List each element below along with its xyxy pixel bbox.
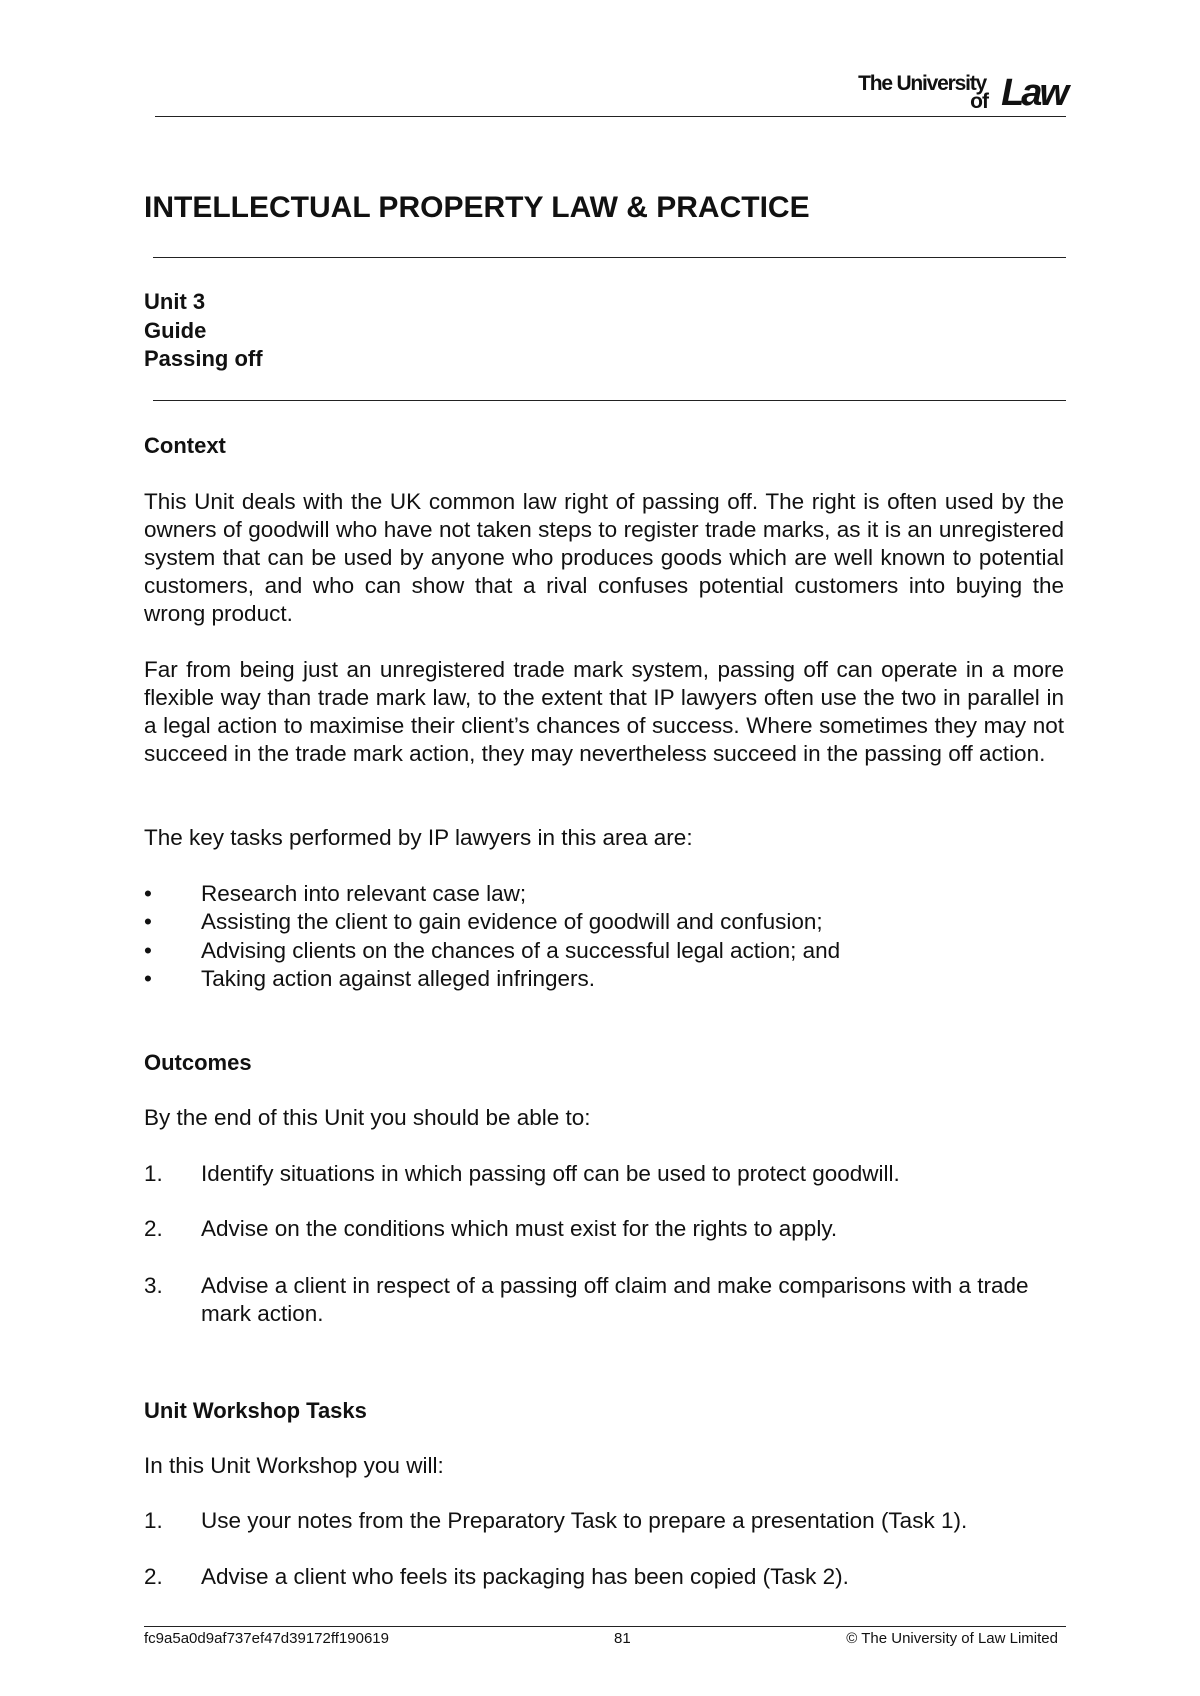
context-paragraph-3: The key tasks performed by IP lawyers in this area are: bbox=[144, 825, 693, 850]
list-item bbox=[144, 908, 1064, 936]
workshop-heading: Unit Workshop Tasks bbox=[144, 1398, 367, 1423]
logo-text-line1: The University bbox=[858, 72, 986, 95]
page-title: INTELLECTUAL PROPERTY LAW & PRACTICE bbox=[144, 191, 810, 224]
logo-text-line3: Law bbox=[1001, 72, 1066, 114]
outcomes-heading: Outcomes bbox=[144, 1050, 252, 1075]
footer-copyright: © The University of Law Limited bbox=[846, 1630, 1058, 1647]
list-item bbox=[144, 965, 1064, 993]
list-item-text: Taking action against alleged infringers. bbox=[201, 966, 595, 992]
context-heading: Context bbox=[144, 433, 226, 458]
context-paragraph-1: This Unit deals with the UK common law right of passing off. The right is often used by the owners of goodwill who have not taken steps to register trade marks, as it is an unregistered system that can be used by anyone who produces goods which are well known to potential customers, and who can show that a rival confuses potential customers into buying the wrong product. bbox=[144, 489, 1064, 626]
logo-text-line2: of bbox=[970, 90, 988, 113]
footer-page-number: 81 bbox=[614, 1630, 631, 1647]
item-text: Advise a client who feels its packaging has been copied (Task 2). bbox=[201, 1564, 849, 1589]
item-number: 3. bbox=[144, 1273, 163, 1298]
unit-divider bbox=[153, 400, 1066, 401]
item-number: 2. bbox=[144, 1564, 163, 1589]
university-logo bbox=[846, 70, 1066, 112]
title-divider bbox=[153, 257, 1066, 258]
list-item bbox=[144, 937, 1064, 965]
item-text: Identify situations in which passing off can be used to protect goodwill. bbox=[201, 1161, 900, 1186]
key-tasks-list bbox=[144, 880, 1064, 994]
item-text: Use your notes from the Preparatory Task to prepare a presentation (Task 1). bbox=[201, 1508, 968, 1533]
header-divider bbox=[155, 116, 1066, 117]
workshop-intro: In this Unit Workshop you will: bbox=[144, 1453, 444, 1478]
list-item-text: Assisting the client to gain evidence of goodwill and confusion; bbox=[201, 909, 823, 935]
unit-heading-block bbox=[144, 288, 263, 374]
bullet-marker: • bbox=[144, 966, 152, 992]
footer-divider bbox=[144, 1626, 1066, 1627]
list-item bbox=[144, 880, 1064, 908]
unit-number: Unit 3 bbox=[144, 289, 206, 314]
list-item-text: Research into relevant case law; bbox=[201, 881, 527, 906]
outcomes-intro: By the end of this Unit you should be able to: bbox=[144, 1105, 591, 1130]
footer-document-id: fc9a5a0d9af737ef47d39172ff190619 bbox=[144, 1630, 389, 1647]
item-text: Advise on the conditions which must exist for the rights to apply. bbox=[201, 1216, 838, 1241]
item-text: Advise a client in respect of a passing off claim and make comparisons with a trade mark action. bbox=[201, 1273, 1029, 1326]
bullet-marker: • bbox=[144, 881, 152, 906]
item-number: 2. bbox=[144, 1216, 163, 1241]
context-paragraph-2: Far from being just an unregistered trade mark system, passing off can operate in a more flexible way than trade mark law, to the extent that IP lawyers often use the two in parallel in a legal action to maximise their client’s chances of success. Where sometimes they may not succeed in the trade mark action, they may nevertheless succeed in the passing off action. bbox=[144, 657, 1064, 766]
bullet-marker: • bbox=[144, 909, 152, 935]
list-item-text: Advising clients on the chances of a successful legal action; and bbox=[201, 937, 841, 963]
bullet-marker: • bbox=[144, 937, 152, 963]
item-number: 1. bbox=[144, 1161, 163, 1186]
unit-topic: Passing off bbox=[144, 346, 263, 371]
unit-type: Guide bbox=[144, 317, 207, 343]
item-number: 1. bbox=[144, 1508, 163, 1533]
